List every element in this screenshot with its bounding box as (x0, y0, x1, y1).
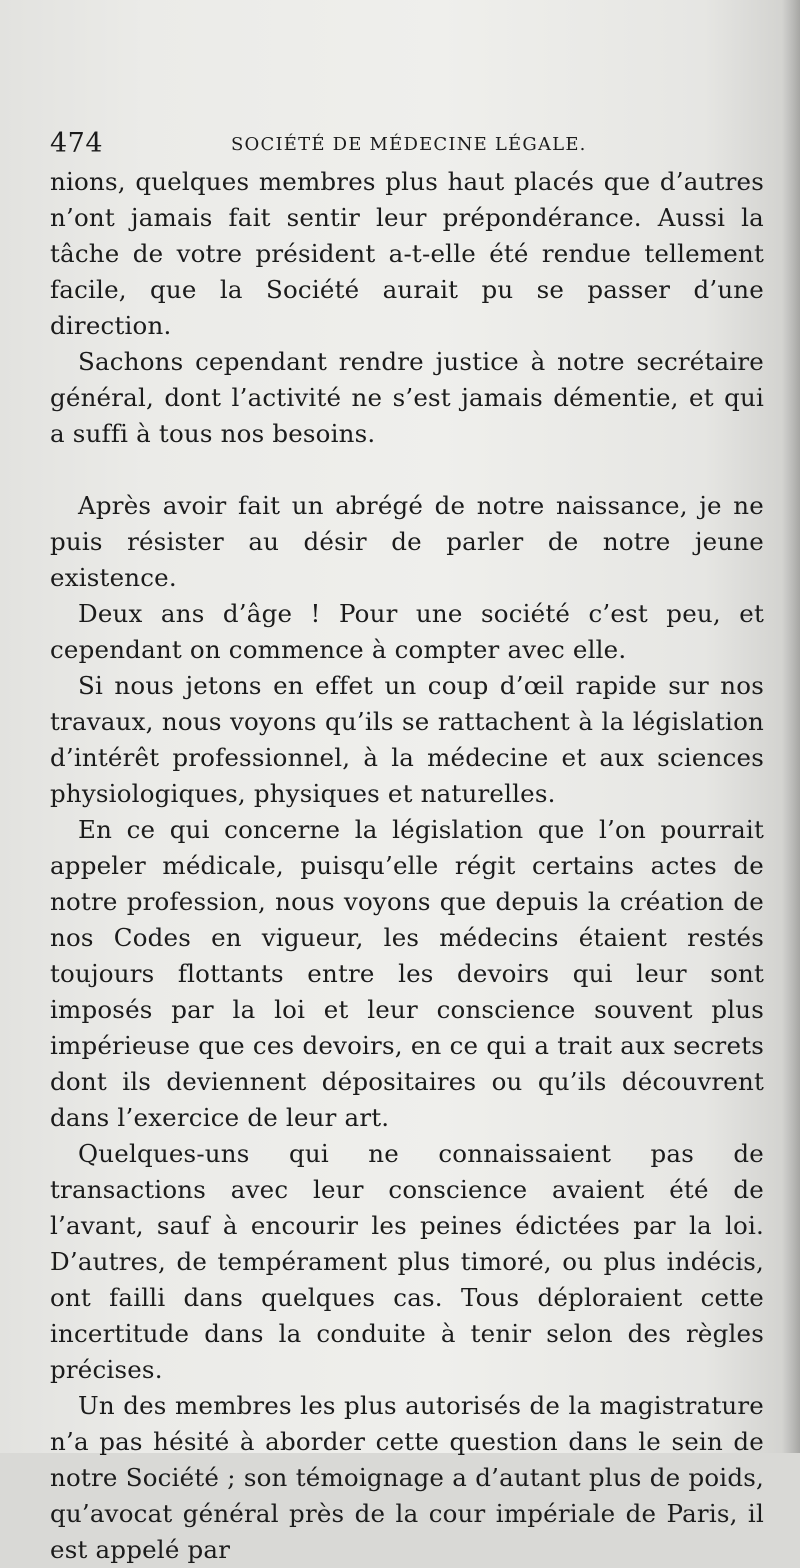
page-header (50, 128, 750, 164)
paragraph-age: Deux ans d’âge ! Pour une société c’est peu, et cependant on commence à compter avec elle. (50, 599, 764, 664)
page-edge-shadow (782, 0, 800, 1453)
paragraph-existence: Après avoir fait un abrégé de notre naissance, je ne puis résister au désir de parler de notre jeune existence. (50, 491, 764, 592)
running-title: SOCIÉTÉ DE MÉDECINE LÉGALE. (231, 134, 587, 155)
page-number: 474 (50, 128, 104, 159)
paragraph-secretary: Sachons cependant rendre justice à notre secrétaire général, dont l’activité ne s’est jamais démentie, et qui a suffi à tous nos besoins. (50, 347, 764, 448)
paragraph-legislation: En ce qui concerne la législation que l’on pourrait appeler médicale, puisqu’elle régit certains actes de notre profession, nous voyons que depuis la création de nos Codes en vigueur, les médecins étaient restés toujours flottants entre les devoirs qui leur sont imposés par la loi et leur conscience souvent plus impérieuse que ces devoirs, en ce qui a trait aux secrets dont ils deviennent dépositaires ou qu’ils découvrent dans l’exercice de leur art. (50, 815, 764, 1132)
page-body (50, 164, 764, 1568)
paragraph-works: Si nous jetons en effet un coup d’œil rapide sur nos travaux, nous voyons qu’ils se rattachent à la législation d’intérêt professionnel, à la médecine et aux sciences physiologiques, physiques et naturelles. (50, 671, 764, 808)
paragraph-conscience: Quelques-uns qui ne connaissaient pas de transactions avec leur conscience avaient été de l’avant, sauf à encourir les peines édictées par la loi. D’autres, de tempérament plus timoré, ou plus indécis, ont failli dans quelques cas. Tous déploraient cette incertitude dans la conduite à tenir selon des règles précises. (50, 1139, 764, 1384)
paragraph-magistrature: Un des membres les plus autorisés de la magistrature n’a pas hésité à aborder cette question dans le sein de notre Société ; son témoignage a d’autant plus de poids, qu’avocat général près de la cour impériale de Paris, il est appelé par (50, 1391, 764, 1564)
paragraph-continuation: nions, quelques membres plus haut placés que d’autres n’ont jamais fait sentir leur prépondérance. Aussi la tâche de votre président a-t-elle été rendue tellement facile, que la Société aurait pu se passer d’une direction. (50, 167, 764, 340)
